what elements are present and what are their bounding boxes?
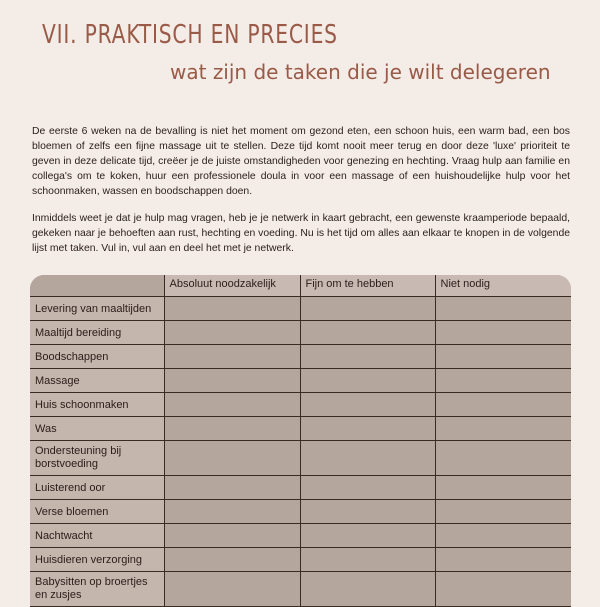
table-row [30,393,571,417]
column-header-not-needed: Niet nodig [435,275,571,297]
not-needed-cell[interactable] [435,548,571,572]
essential-cell[interactable] [164,548,300,572]
nice-to-have-cell[interactable] [300,297,435,321]
table-row [30,441,571,476]
essential-cell[interactable] [164,369,300,393]
essential-cell[interactable] [164,321,300,345]
instruction-paragraph: Inmiddels weet je dat je hulp mag vragen, heb je je netwerk in kaart gebracht, een gewenste kraamperiode bepaald, gekeken naar je behoeften aan rust, hechting en voeding. Nu is het tijd om alles aan elkaar te knopen in de volgende lijst met taken. Vul in, vul aan en deel het met je netwerk. [32,213,570,254]
essential-cell[interactable] [164,393,300,417]
table-row [30,572,571,607]
page-subtitle: wat zijn de taken die je wilt delegeren [170,60,551,84]
task-label: Levering van maaltijden [30,297,164,321]
table-row [30,476,571,500]
column-header-nice-to-have: Fijn om te hebben [300,275,435,297]
not-needed-cell[interactable] [435,417,571,441]
task-label: Boodschappen [30,345,164,369]
table-header-row [30,275,571,297]
table-row [30,500,571,524]
task-table-container [30,275,571,607]
nice-to-have-cell[interactable] [300,417,435,441]
task-table [30,275,571,607]
task-label: Massage [30,369,164,393]
table-row [30,321,571,345]
task-label: Was [30,417,164,441]
nice-to-have-cell[interactable] [300,476,435,500]
table-row [30,345,571,369]
essential-cell[interactable] [164,345,300,369]
not-needed-cell[interactable] [435,345,571,369]
nice-to-have-cell[interactable] [300,548,435,572]
nice-to-have-cell[interactable] [300,321,435,345]
not-needed-cell[interactable] [435,500,571,524]
not-needed-cell[interactable] [435,297,571,321]
page-title: VII. PRAKTISCH EN PRECIES [42,20,338,50]
table-row [30,524,571,548]
table-row [30,297,571,321]
not-needed-cell[interactable] [435,369,571,393]
essential-cell[interactable] [164,524,300,548]
nice-to-have-cell[interactable] [300,572,435,607]
task-label: Ondersteuning bij borstvoeding [30,441,164,476]
table-row [30,369,571,393]
essential-cell[interactable] [164,417,300,441]
nice-to-have-cell[interactable] [300,345,435,369]
nice-to-have-cell[interactable] [300,500,435,524]
nice-to-have-cell[interactable] [300,441,435,476]
task-label: Maaltijd bereiding [30,321,164,345]
essential-cell[interactable] [164,297,300,321]
not-needed-cell[interactable] [435,476,571,500]
task-label: Nachtwacht [30,524,164,548]
task-label: Huisdieren verzorging [30,548,164,572]
not-needed-cell[interactable] [435,572,571,607]
task-label: Huis schoonmaken [30,393,164,417]
intro-paragraph: De eerste 6 weken na de bevalling is niet het moment om gezond eten, een schoon huis, een warm bad, een bos bloemen of zelfs een fijne massage uit te stellen. Deze tijd komt nooit meer terug en door deze 'luxe' prioriteit te geven in deze delicate tijd, creëer je de juiste omstandigheden voor genezing en hechting. Vraag hulp aan familie en collega's om te koken, huur een professionele doula in voor een massage of een huishoudelijke hulp voor het schoonmaken, wassen en boodschappen doen. [32,126,570,197]
essential-cell[interactable] [164,572,300,607]
column-header-task [30,275,164,297]
nice-to-have-cell[interactable] [300,524,435,548]
column-header-essential: Absoluut noodzakelijk [164,275,300,297]
table-row [30,548,571,572]
essential-cell[interactable] [164,441,300,476]
essential-cell[interactable] [164,500,300,524]
table-row [30,417,571,441]
task-label: Babysitten op broertjes en zusjes [30,572,164,607]
not-needed-cell[interactable] [435,393,571,417]
nice-to-have-cell[interactable] [300,393,435,417]
not-needed-cell[interactable] [435,524,571,548]
task-label: Luisterend oor [30,476,164,500]
nice-to-have-cell[interactable] [300,369,435,393]
task-label: Verse bloemen [30,500,164,524]
not-needed-cell[interactable] [435,321,571,345]
not-needed-cell[interactable] [435,441,571,476]
essential-cell[interactable] [164,476,300,500]
